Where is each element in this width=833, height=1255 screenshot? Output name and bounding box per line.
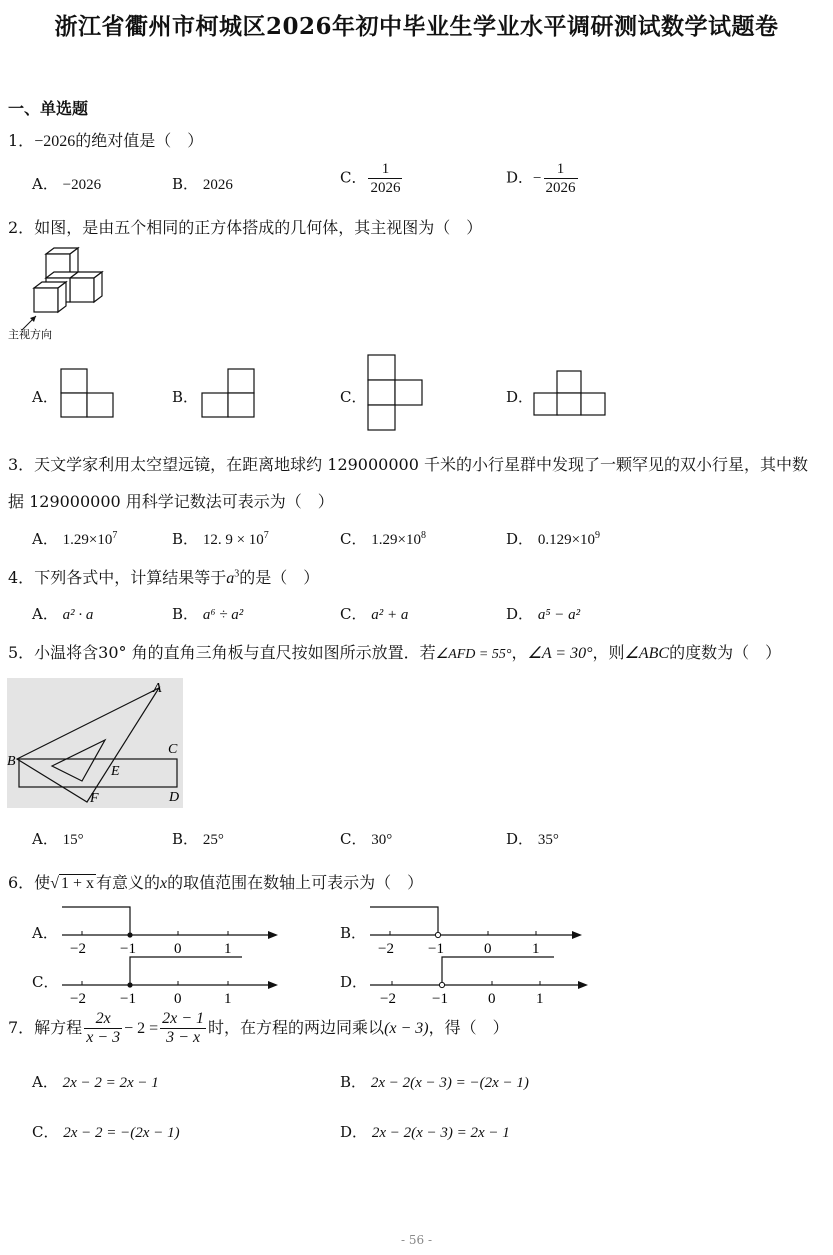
- svg-text:−2: −2: [380, 991, 396, 1007]
- svg-text:−1: −1: [120, 941, 136, 957]
- svg-text:−2: −2: [70, 991, 86, 1007]
- q7-option-a[interactable]: A． 2x − 2 = 2x − 1: [32, 1073, 159, 1091]
- q2-figure-d: [533, 370, 609, 418]
- q6-numberline-d: [366, 953, 590, 1007]
- q2-option-b[interactable]: B．: [172, 388, 199, 406]
- q6-option-d[interactable]: D．: [340, 973, 368, 991]
- svg-text:1: 1: [532, 941, 540, 957]
- q6-numberline-a: [58, 903, 282, 957]
- label-f: F: [90, 791, 99, 806]
- q1-value: −2026: [34, 133, 76, 150]
- svg-text:−1: −1: [432, 991, 448, 1007]
- question-7: 7．解方程 $\frac{2x}{x - 3}$ − 2 = $\frac{2x - 1}{3 - x}$ 时，在方程的两边同乘以(x − 3)，得（ ）: [8, 1010, 509, 1046]
- label-c: C: [168, 742, 178, 757]
- question-2: 2．如图，是由五个相同的正方体搭成的几何体，其主视图为（ ）: [8, 218, 483, 237]
- q2-figure-a: [60, 368, 116, 420]
- q2-option-c[interactable]: C．: [340, 388, 367, 406]
- q2-figure-c: [367, 354, 425, 434]
- svg-text:0: 0: [484, 941, 492, 957]
- q1-option-c[interactable]: C． $\frac{1}{2026}$: [340, 161, 401, 196]
- svg-text:1: 1: [224, 941, 232, 957]
- label-a: A: [153, 681, 162, 696]
- q2-option-d[interactable]: D．: [506, 388, 534, 406]
- section-heading: 一、单选题: [8, 99, 89, 118]
- q4-option-a[interactable]: A． a² · a: [32, 605, 94, 623]
- q6-option-c[interactable]: C．: [32, 973, 59, 991]
- q2-option-a[interactable]: A．: [32, 388, 58, 406]
- q5-triangle-ruler-figure: [7, 678, 183, 808]
- svg-text:0: 0: [488, 991, 496, 1007]
- question-6: 6．使√ 1 + x 有意义的x的取值范围在数轴上可表示为（ ）: [8, 873, 424, 892]
- q3-option-c[interactable]: C． $1.29\times 10^8$: [340, 530, 426, 548]
- q4-option-d[interactable]: D． a⁵ − a²: [506, 605, 581, 623]
- svg-text:0: 0: [174, 991, 182, 1007]
- view-direction-label: 主视方向: [8, 329, 52, 341]
- q5-option-b[interactable]: B． 25°: [172, 830, 224, 848]
- page-number: - 56 -: [400, 1233, 432, 1247]
- q4-option-b[interactable]: B． a⁶ ÷ a²: [172, 605, 244, 623]
- label-e: E: [111, 764, 120, 779]
- q5-option-d[interactable]: D． 35°: [506, 830, 559, 848]
- q6-option-a[interactable]: A．: [32, 924, 58, 942]
- svg-text:1: 1: [224, 991, 232, 1007]
- svg-text:1: 1: [536, 991, 544, 1007]
- q3-option-b[interactable]: B． 12. $9 \times 10^7$: [172, 530, 269, 548]
- q3-option-d[interactable]: D． $0.129\times 10^9$: [506, 530, 601, 548]
- q4-option-c[interactable]: C． a² + a: [340, 605, 409, 623]
- svg-text:0: 0: [174, 941, 182, 957]
- q6-numberline-b: [366, 903, 590, 957]
- exam-title: 浙江省衢州市柯城区2026年初中毕业生学业水平调研测试数学试题卷: [54, 13, 779, 40]
- q6-option-b[interactable]: B．: [340, 924, 367, 942]
- question-3-line-2: 据 129000000 用科学记数法可表示为（ ）: [8, 492, 334, 511]
- q3-option-a[interactable]: A． $1.29\times 10^7$: [32, 530, 118, 548]
- q1-number: 1．: [8, 131, 35, 150]
- question-3-line-1: 3．天文学家利用太空望远镜，在距离地球约 129000000 千米的小行星群中发现了一颗罕见的双小行星，其中数: [8, 455, 808, 474]
- cube-solid-figure: [8, 244, 118, 344]
- svg-text:−2: −2: [378, 941, 394, 957]
- q7-option-b[interactable]: B． 2x − 2(x − 3) = −(2x − 1): [340, 1073, 529, 1091]
- q1-text: 的绝对值是（ ）: [75, 131, 204, 150]
- q2-figure-b: [201, 368, 257, 420]
- question-4: 4．下列各式中，计算结果等于$a^3$的是（ ）: [8, 568, 320, 587]
- q5-option-c[interactable]: C． 30°: [340, 830, 393, 848]
- label-b: B: [7, 754, 16, 769]
- q7-option-d[interactable]: D． 2x − 2(x − 3) = 2x − 1: [340, 1123, 510, 1141]
- q1-option-a[interactable]: A． −2026: [32, 175, 102, 193]
- q1-option-b[interactable]: B． 2026: [172, 175, 233, 193]
- q7-option-c[interactable]: C． 2x − 2 = −(2x − 1): [32, 1123, 180, 1141]
- svg-text:−1: −1: [120, 991, 136, 1007]
- q1-option-d[interactable]: D．− $\frac{1}{2026}$: [506, 161, 576, 196]
- q6-numberline-c: [58, 953, 282, 1007]
- question-5: 5．小温将含30° 角的直角三角板与直尺按如图所示放置．若∠AFD = 55°，∠A = 30°，则∠ABC的度数为（ ）: [8, 643, 782, 662]
- svg-text:−2: −2: [70, 941, 86, 957]
- label-d: D: [169, 790, 180, 805]
- svg-text:−1: −1: [428, 941, 444, 957]
- q5-option-a[interactable]: A． 15°: [32, 830, 84, 848]
- question-1: [8, 128, 203, 151]
